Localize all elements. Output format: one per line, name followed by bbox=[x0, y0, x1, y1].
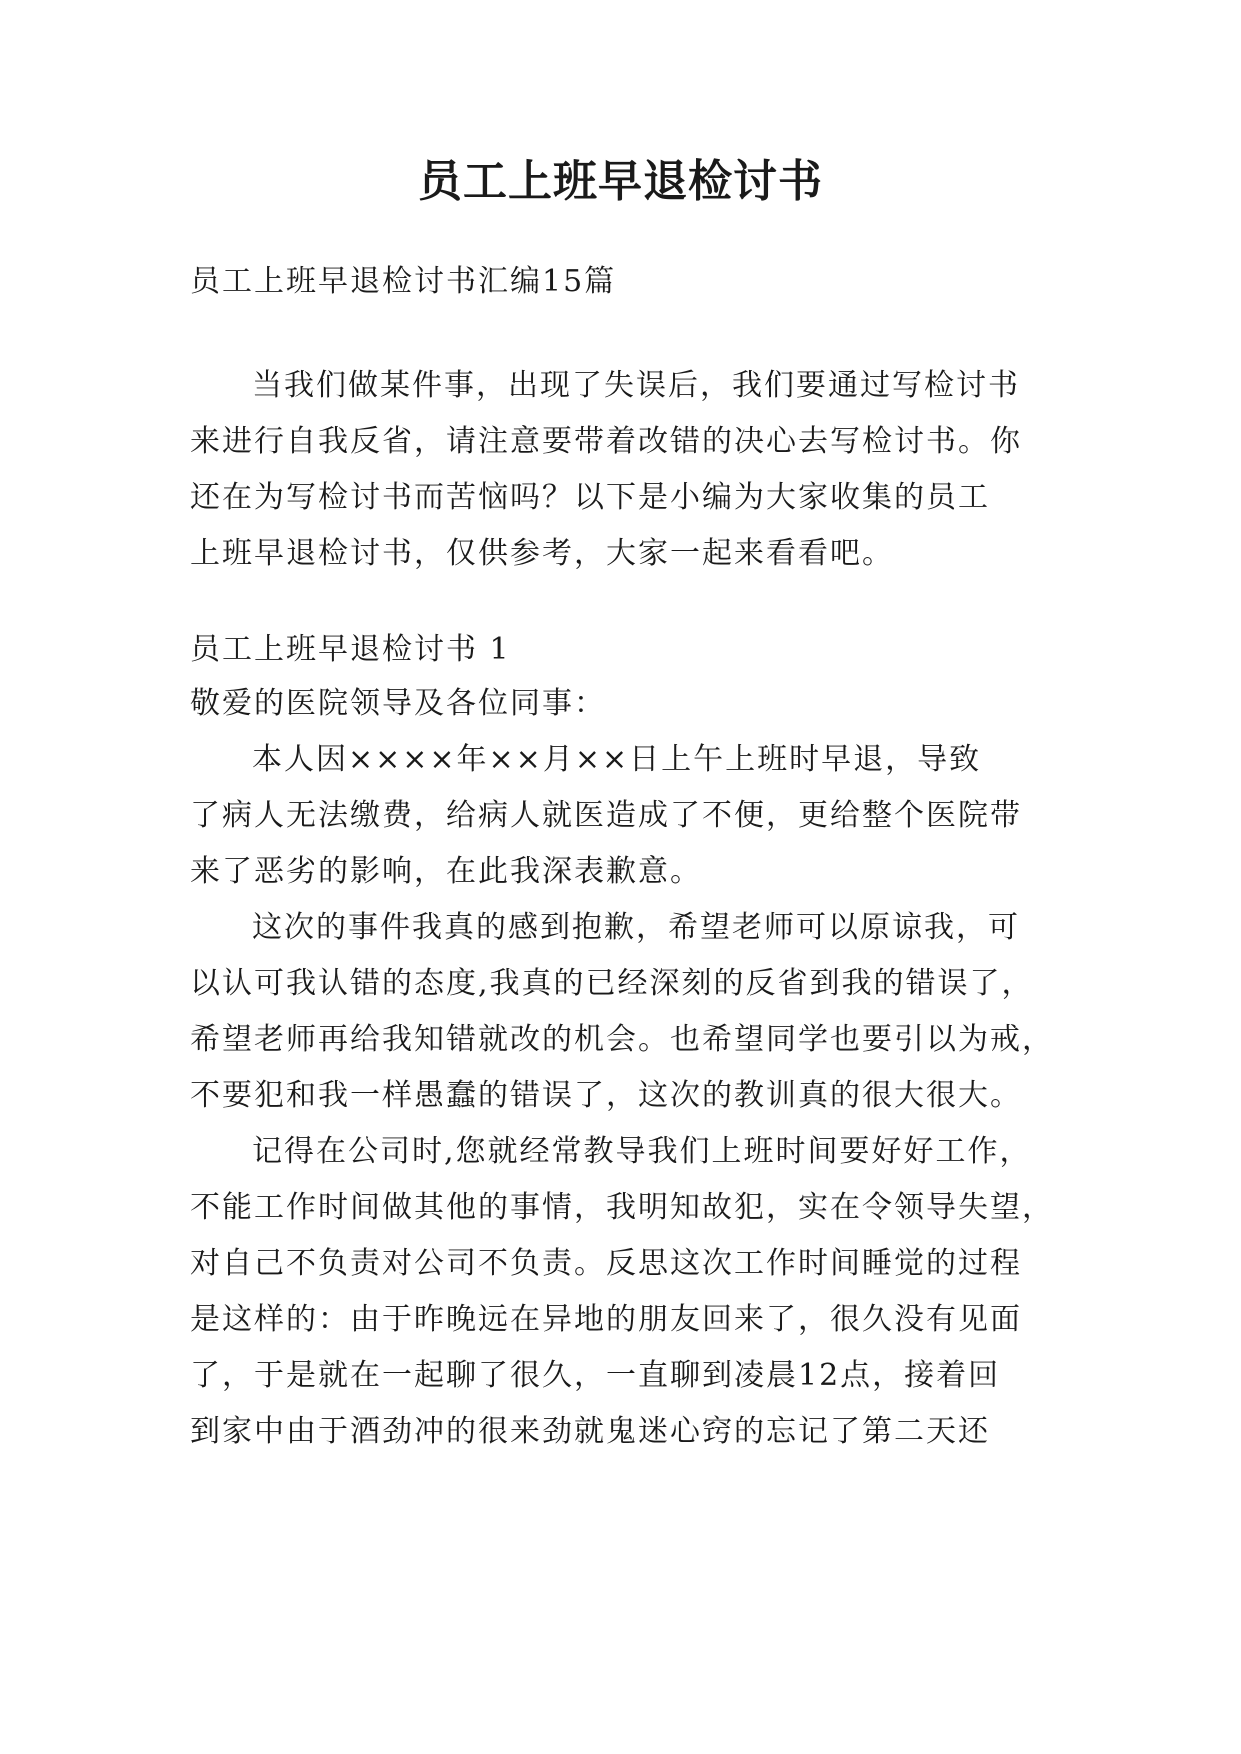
para3-line-3: 对自己不负责对公司不负责。反思这次工作时间睡觉的过程 bbox=[190, 1246, 1022, 1281]
para3-line-4: 是这样的：由于昨晚远在异地的朋友回来了，很久没有见面 bbox=[190, 1302, 1022, 1337]
para1-line-3: 来了恶劣的影响，在此我深表歉意。 bbox=[190, 854, 702, 889]
para2-line-1: 这次的事件我真的感到抱歉，希望老师可以原谅我，可 bbox=[252, 910, 1020, 945]
para2-line-2: 以认可我认错的态度,我真的已经深刻的反省到我的错误了， bbox=[190, 966, 1034, 1001]
para1-line-1: 本人因××××年××月××日上午上班时早退，导致 bbox=[252, 742, 982, 777]
salutation: 敬爱的医院领导及各位同事： bbox=[190, 686, 606, 721]
para2-line-4: 不要犯和我一样愚蠢的错误了，这次的教训真的很大很大。 bbox=[190, 1078, 1022, 1113]
para3-line-6: 到家中由于酒劲冲的很来劲就鬼迷心窍的忘记了第二天还 bbox=[190, 1414, 990, 1449]
para2-line-3: 希望老师再给我知错就改的机会。也希望同学也要引以为戒， bbox=[190, 1022, 1054, 1057]
para3-line-5: 了，于是就在一起聊了很久，一直聊到凌晨12点，接着回 bbox=[190, 1358, 1001, 1393]
intro-line-4: 上班早退检讨书，仅供参考，大家一起来看看吧。 bbox=[190, 536, 894, 571]
subtitle: 员工上班早退检讨书汇编15篇 bbox=[190, 264, 617, 299]
page-title: 员工上班早退检讨书 bbox=[418, 156, 823, 207]
intro-line-2: 来进行自我反省，请注意要带着改错的决心去写检讨书。你 bbox=[190, 424, 1022, 459]
para3-line-2: 不能工作时间做其他的事情，我明知故犯，实在令领导失望， bbox=[190, 1190, 1054, 1225]
para1-line-2: 了病人无法缴费，给病人就医造成了不便，更给整个医院带 bbox=[190, 798, 1022, 833]
para3-line-1: 记得在公司时,您就经常教导我们上班时间要好好工作， bbox=[252, 1134, 1032, 1169]
intro-line-3: 还在为写检讨书而苦恼吗？以下是小编为大家收集的员工 bbox=[190, 480, 990, 515]
section-title: 员工上班早退检讨书 1 bbox=[190, 632, 511, 667]
intro-line-1: 当我们做某件事，出现了失误后，我们要通过写检讨书 bbox=[252, 368, 1020, 403]
